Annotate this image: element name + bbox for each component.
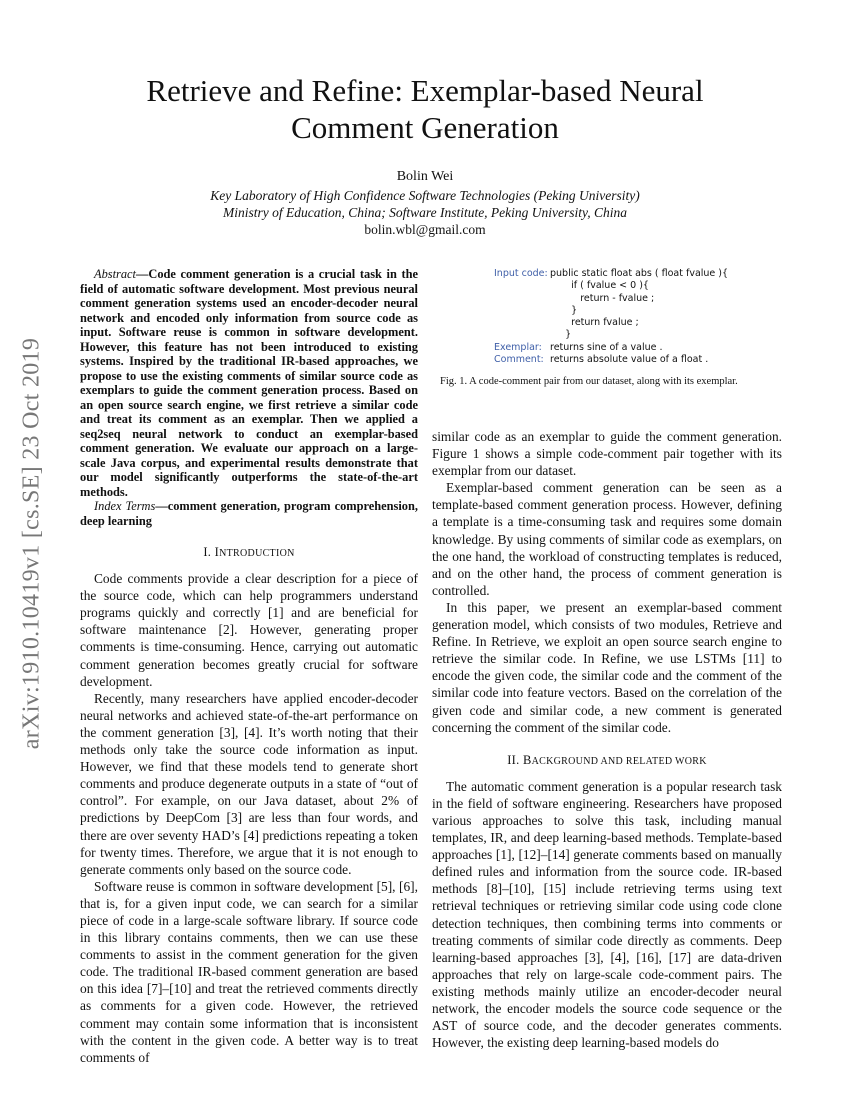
section-heading-introduction: I. INTRODUCTION [203, 545, 295, 559]
left-column [80, 267, 418, 1066]
paragraph: Code comments provide a clear description for a piece of the source code, which can help programmers understand programs quickly and correctly [1] and are beneficial for software maintenance [2]. However, generating proper comments is time-consuming. Hence, carrying out automatic comment generation becomes greatly crucial for software development. [80, 571, 418, 689]
figure-1 [432, 268, 782, 387]
paragraph: Software reuse is common in software development [5], [6], that is, for a given input code, we can search for a similar piece of code in a large-scale software library. If source code in this library contains comments, then we can use these comments to assist in the comment generation for the given code. The traditional IR-based comment generation are based on this idea [7]–[10] and treat the retrieved comments directly as comments for a given code. However, the retrieved comment may contain some information that is inconsistent with the content in the given code. A better way is to treat comments of [80, 878, 418, 1065]
author-block [0, 168, 850, 238]
paragraph: Recently, many researchers have applied encoder-decoder neural networks and achieved state-of-the-art performance on the comment generation [3], [4]. It’s worth noting that their methods only take the source code information as input. However, we find that these models tend to generate short comments and produce degenerate outputs in a state of “out of control”. For example, on our Java dataset, about 2% of predictions by DeepCom [3] are less than four words, and there are over seventy HAD’s [4] predictions repeating a token for twenty times. Therefore, we argue that it is not enough to generate comments only based on the source code. [80, 690, 418, 877]
author-email: bolin.wbl@gmail.com [364, 222, 486, 237]
section-heading-background: II. BACKGROUND AND RELATED WORK [507, 752, 707, 767]
paragraph: similar code as an exemplar to guide the comment generation. Figure 1 shows a simple code-comment pair together with its exemplar from our dataset. [432, 429, 782, 479]
affiliation-1: Key Laboratory of High Confidence Software Technologies (Peking University) [210, 188, 640, 203]
right-column [432, 428, 782, 1051]
author-name: Bolin Wei [396, 169, 454, 184]
figure-caption: Fig. 1. A code-comment pair from our dataset, along with its exemplar. [440, 376, 738, 388]
abstract: Abstract—Code comment generation is a crucial task in the field of automatic software development. Most previous neural comment generation systems used an encoder-decoder neural network and encoded only information from source code as input. Software reuse is common in software development. However, this feature has not been introduced to existing systems. Inspired by the traditional IR-based approaches, we propose to use the existing comments of similar source code as exemplars to guide the comment generation process. Based on an open source search engine, we first retrieve a similar code and treat its comment as an exemplar. Then we applied a seq2seq neural network to conduct an exemplar-based comment generation. We evaluate our approach on a large-scale Java corpus, and experimental results demonstrate that our model significantly outperforms the state-of-the-art methods. [80, 267, 418, 499]
affiliation-2: Ministry of Education, China; Software Institute, Peking University, China [222, 205, 628, 220]
paper-title: Retrieve and Refine: Exemplar-based Neural Comment Generation [146, 73, 704, 145]
arxiv-stamp: arXiv:1910.10419v1 [cs.SE] 23 Oct 2019 [18, 337, 45, 750]
paragraph: The automatic comment generation is a popular research task in the field of software engineering. Researchers have proposed various approaches to solve this task, including manual templates, IR, and deep learning-based methods. Template-based approaches [1], [12]–[14] generate comments based on manually defined rules and information from the source code. IR-based methods [8]–[10], [15] include retrieving terms using text retrieval techniques or retrieving similar code using code clone detection techniques, then combining terms into comments or treating comments of similar code directly as comments. Deep learning-based approaches [3], [4], [16], [17] are data-driven approaches that rely on large-scale code-comment pairs. The existing methods mainly utilize an encoder-decoder neural network, the encoder models the source code sequence or the AST of source code, and the decoder generates comments. However, the existing deep learning-based models do [432, 778, 782, 1051]
paragraph: In this paper, we present an exemplar-based comment generation model, which consists of two modules, Retrieve and Refine. In Retrieve, we exploit an open source search engine to retrieve the similar code. In Refine, we use LSTMs [11] to encode the given code, the similar code and the comment of the similar code into feature vectors. Based on the correlation of the given code and similar code, a new comment is generated concerning the comment of the similar code. [432, 599, 782, 735]
index-terms: Index Terms—comment generation, program comprehension, deep learning [80, 499, 418, 528]
paragraph: Exemplar-based comment generation can be seen as a template-based comment generation process. However, defining a template is a time-consuming task and requires some domain knowledge. By using comments of similar code as exemplars, on the one hand, the workload of constructing templates is reduced, and on the other hand, the process of comment generation is controlled. [432, 480, 782, 598]
code-example: Input code: public static float abs ( float fvalue ){ if ( fvalue < 0 ){ return - fvalue ; } return fvalue ; } Exemplar: returns sine of a value . Comment: returns absolute value of a float . [494, 268, 729, 366]
